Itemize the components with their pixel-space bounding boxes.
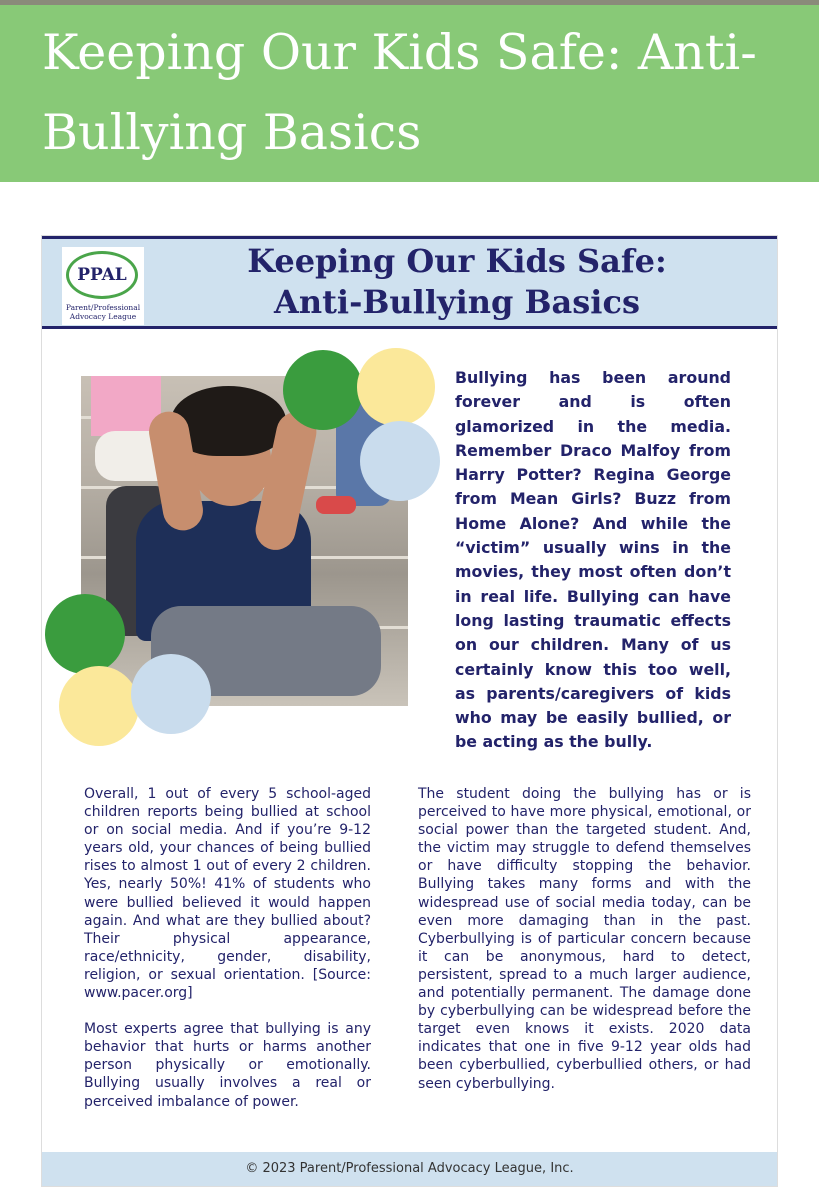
flyer-title-line1: Keeping Our Kids Safe: [247, 242, 667, 280]
logo-ring [66, 251, 138, 299]
ppal-logo [62, 247, 144, 325]
decor-circle-green-top [283, 350, 363, 430]
decor-circle-yellow-bottom [59, 666, 139, 746]
right-paragraph: The student doing the bullying has or is perceived to have more physical, emotional, or social power than the targeted student. And, the victim may struggle to defend themselves or have difficulty stopping the behavior. Bullying takes many forms and with the widespread use of social media today, can be even more damaging than in the past. Cyberbullying is of particular concern because it can be anonymous, hard to detect, persistent, spread to a much larger audience, and potentially permanent. The damage done by cyberbullying can be widespread before the target even knows it exists. 2020 data indicates that one in five 9-12 year olds had been cyberbullied, cyberbullied others, or had seen cyberbullying. [418, 786, 751, 1092]
intro-paragraph: Bullying has been around forever and is often glamorized in the media. Remember Draco Malfoy from Harry Potter? Regina George from Mean Girls? Buzz from Home Alone? And while the “victim” usually wins in the movies, they most often don’t in real life. Bullying can have long lasting traumatic effects on our children. Many of us certainly know this too well, as parents/caregivers of kids who may be easily bullied, or be acting as the bully. [455, 368, 731, 752]
logo-abbr: PPAL [77, 265, 127, 285]
student-photo [81, 376, 408, 706]
flyer [41, 235, 778, 1187]
decor-circle-blue-top [360, 421, 440, 501]
right-column [418, 785, 751, 1093]
logo-name: Parent/Professional Advocacy League [65, 303, 141, 321]
page-banner [0, 5, 819, 182]
decor-circle-yellow-top [357, 348, 435, 426]
decor-circle-green-bottom [45, 594, 125, 674]
flyer-footer: © 2023 Parent/Professional Advocacy League, Inc. [42, 1152, 777, 1186]
left-column [84, 785, 371, 1111]
decor-circle-blue-bottom [131, 654, 211, 734]
flyer-title-line2: Anti-Bullying Basics [274, 283, 640, 321]
left-paragraph-1: Overall, 1 out of every 5 school-aged children reports being bullied at school or on social media. And if you’re 9-12 years old, your chances of being bullied rises to almost 1 out of every 2 children. Yes, nearly 50%! 41% of students who were bullied believed it would happen again. And what are they bullied about? Their physical appearance, race/ethnicity, gender, disability, religion, or sexual orientation. [Source: www.pacer.org] [84, 786, 371, 1002]
flyer-header [42, 236, 777, 329]
page-title: Keeping Our Kids Safe: Anti-Bullying Basics [42, 24, 757, 161]
left-paragraph-2: Most experts agree that bullying is any behavior that hurts or harms another person physically or emotionally. Bullying usually involves a real or perceived imbalance of power. [84, 1021, 371, 1110]
flyer-title [157, 241, 757, 323]
